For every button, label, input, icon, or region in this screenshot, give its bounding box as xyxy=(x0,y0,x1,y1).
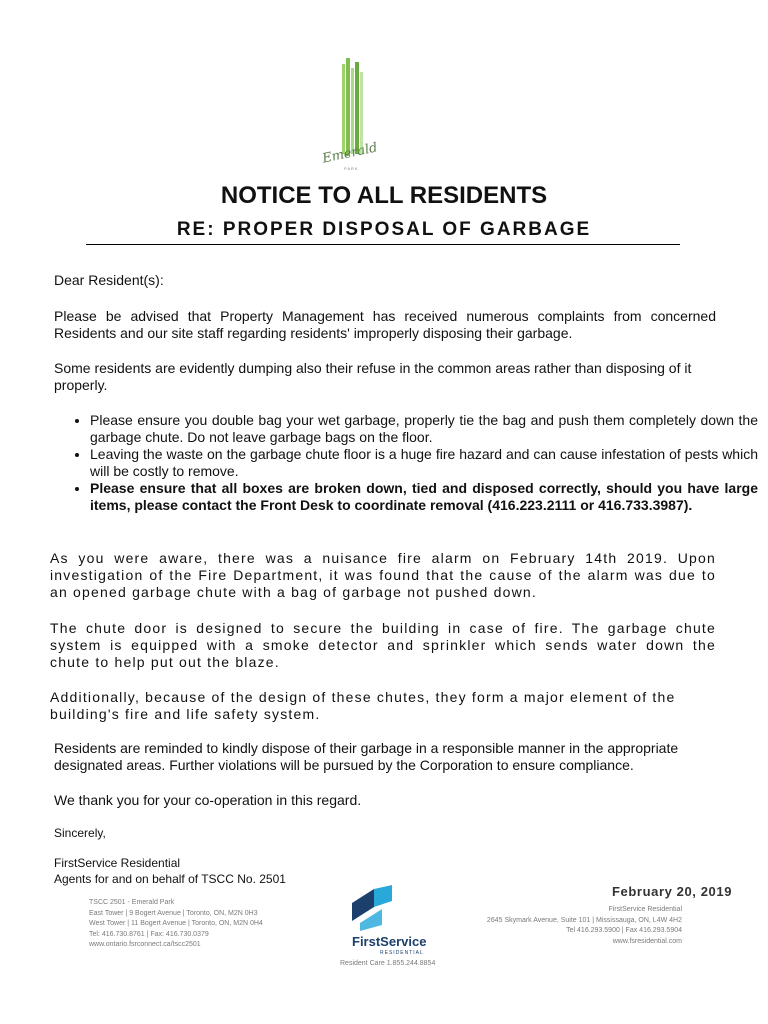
signer-company: FirstService Residential xyxy=(54,856,181,870)
paragraph-reminder: Residents are reminded to kindly dispose of their garbage in a responsible manner in the appropriate designated areas. Further violations will be pursued by the Corporation to ensure compliance. xyxy=(54,740,679,773)
firstservice-logo-name: FirstService xyxy=(352,934,427,949)
footer-fsr-website-link[interactable]: www.fsresidential.com xyxy=(612,937,682,945)
notice-title: NOTICE TO ALL RESIDENTS xyxy=(220,182,548,209)
paragraph-chute-door: The chute door is designed to secure the building in case of fire. The garbage chute system is equipped with a smoke detector and sprinkler which sends water down the chute to help put out the blaze. xyxy=(50,620,716,670)
instructions-list xyxy=(54,412,758,514)
logo-wordmark: Emerald xyxy=(321,140,379,167)
list-item: • Please ensure you double bag your wet garbage, properly tie the bag and push them completely down the garbage chute. Do not leave garbage bags on the floor. xyxy=(90,412,758,446)
paragraph-complaints: Please be advised that Property Management has received numerous complaints from concerned Residents and our site staff regarding residents' improperly disposing their garbage. xyxy=(54,308,716,341)
list-item: • Please ensure that all boxes are broken down, tied and disposed correctly, should you have large items, please contact the Front Desk to coordinate removal (416.223.2111 or 416.733.3987). xyxy=(90,480,758,514)
closing: Sincerely, xyxy=(54,826,106,840)
notice-date: February 20, 2019 xyxy=(612,884,733,899)
footer-website-link[interactable]: www.ontario.fsrconnect.ca/tscc2501 xyxy=(89,941,201,948)
firstservice-logo-sub: RESIDENTIAL xyxy=(380,950,424,956)
firstservice-logo-icon xyxy=(352,885,392,931)
paragraph-safety-system: Additionally, because of the design of these chutes, they form a major element of the building's fire and life safety system. xyxy=(50,689,676,722)
title-divider xyxy=(86,244,680,245)
resident-care-phone: Resident Care 1.855.244.8854 xyxy=(340,960,436,967)
list-item: • Leaving the waste on the garbage chute floor is a huge fire hazard and can cause infestation of pests which will be costly to remove. xyxy=(90,446,758,480)
logo-subtext: PARK xyxy=(344,166,359,171)
salutation: Dear Resident(s): xyxy=(54,272,164,288)
paragraph-thanks: We thank you for your co-operation in this regard. xyxy=(54,792,362,808)
signer-agents: Agents for and on behalf of TSCC No. 2501 xyxy=(54,872,286,886)
footer-tscc-address: TSCC 2501 - Emerald Park East Tower | 9 Bogert Avenue | Toronto, ON, M2N 0H3 West Tower | 11 Bogert Avenue | Toronto, ON, M2N 0H4 Tel: 416.730.8761 | Fax: 416.730.0379 www.ontario.fsrconnect.ca/tscc2501 xyxy=(89,898,263,951)
paragraph-dumping: Some residents are evidently dumping also their refuse in the common areas rather than disposing of it properly. xyxy=(54,360,692,393)
paragraph-fire-alarm: As you were aware, there was a nuisance fire alarm on February 14th 2019. Upon investigation of the Fire Department, it was found that the cause of the alarm was due to an opened garbage chute with a bag of garbage not pushed down. xyxy=(50,550,716,600)
notice-subtitle: RE: PROPER DISPOSAL OF GARBAGE xyxy=(176,219,592,240)
footer-firstservice-address: FirstService Residential 2645 Skymark Avenue, Suite 101 | Mississauga, ON, L4W 4H2 Tel 416.293.5900 | Fax 416.293.5904 www.fsresidential.com xyxy=(487,905,682,947)
